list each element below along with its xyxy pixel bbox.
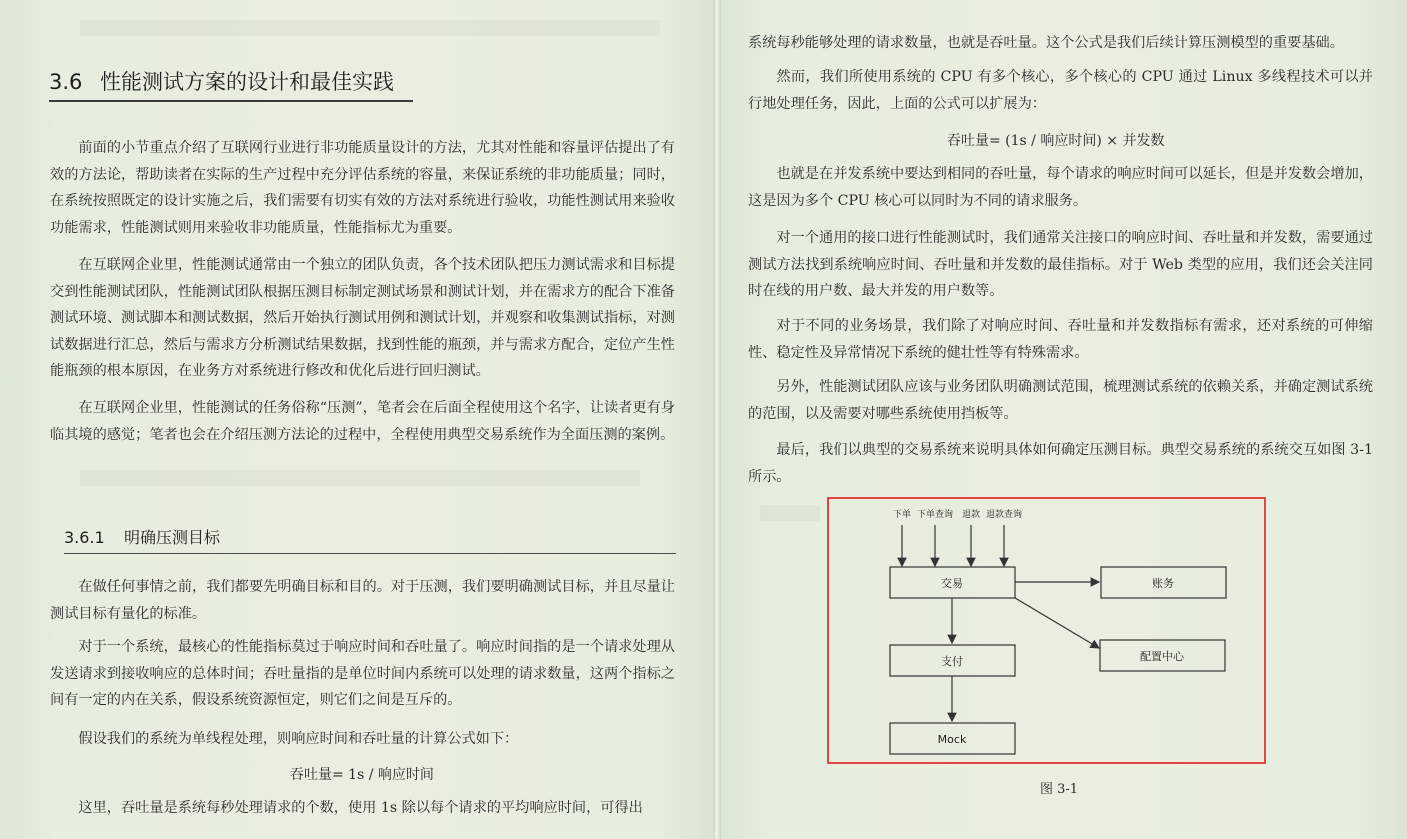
paragraph: 对一个通用的接口进行性能测试时，我们通常关注接口的响应时间、吞吐量和并发数，需要通过测试方法找到系统响应时间、吞吐量和并发数的最佳指标。对于 Web 类型的应用，我们还会关注同时在线的用户数、最大并发的用户数等。	[748, 230, 1373, 299]
paragraph: 假设我们的系统为单线程处理，则响应时间和吞吐量的计算公式如下：	[78, 731, 519, 747]
arrow-trade-to-config	[1015, 598, 1099, 648]
figure-caption: 图 3-1	[1040, 782, 1079, 797]
section-number: 3.6	[49, 70, 83, 94]
paragraph: 在做任何事情之前，我们都要先明确目标和目的。对于压测，我们要明确测试目标，并且尽量让测试目标有量化的标准。	[50, 579, 675, 622]
book-gutter	[713, 0, 721, 839]
section-heading	[49, 66, 413, 102]
pay-box-label: 支付	[941, 655, 963, 668]
paragraph: 系统每秒能够处理的请求数量，也就是吞吐量。这个公式是我们后续计算压测模型的重要基础。	[748, 35, 1344, 51]
paragraph: 对于不同的业务场景，我们除了对响应时间、吞吐量和并发数指标有需求，还对系统的可伸缩性、稳定性及异常情况下系统的健壮性等有特殊需求。	[748, 318, 1373, 361]
input-label-refund: 退款	[961, 510, 981, 520]
mock-box-label: Mock	[937, 733, 967, 746]
config-center-box-label: 配置中心	[1140, 650, 1184, 663]
paragraph: 前面的小节重点介绍了互联网行业进行非功能质量设计的方法，尤其对性能和容量评估提出了有效的方法论，帮助读者在实际的生产过程中充分评估系统的容量，来保证系统的非功能质量；同时，在系统按照既定的设计实施之后，我们需要有切实有效的方法对系统进行验收，功能性测试用来验收功能需求，性能测试则用来验收非功能质量，性能指标尤为重要。	[50, 140, 675, 236]
account-box-label: 账务	[1152, 577, 1174, 590]
subsection-number: 3.6.1	[64, 528, 105, 547]
paragraph: 在互联网企业里，性能测试通常由一个独立的团队负责，各个技术团队把压力测试需求和目标提交到性能测试团队，性能测试团队根据压测目标制定测试场景和测试计划，并在需求方的配合下准备测试环境、测试脚本和测试数据，然后开始执行测试用例和测试计划，并观察和收集测试指标，对测试数据进行汇总，然后与需求方分析测试结果数据，找到性能的瓶颈，并与需求方配合，定位产生性能瓶颈的根本原因，在业务方对系统进行修改和优化后进行回归测试。	[50, 257, 675, 379]
input-label-refund-query: 退款查询	[985, 510, 1023, 520]
section-title: 性能测试方案的设计和最佳实践	[100, 70, 394, 94]
paragraph: 也就是在并发系统中要达到相同的吞吐量，每个请求的响应时间可以延长，但是并发数会增加，这是因为多个 CPU 核心可以同时为不同的请求服务。	[748, 166, 1373, 209]
paragraph: 另外，性能测试团队应该与业务团队明确测试范围，梳理测试系统的依赖关系，并确定测试系统的范围，以及需要对哪些系统使用挡板等。	[748, 379, 1373, 422]
trade-box-label: 交易	[941, 577, 963, 590]
paragraph: 最后，我们以典型的交易系统来说明具体如何确定压测目标。典型交易系统的系统交互如图 3-1 所示。	[748, 442, 1373, 485]
figure-highlight-frame	[827, 497, 1266, 764]
subsection-heading	[64, 525, 676, 554]
paragraph: 对于一个系统，最核心的性能指标莫过于响应时间和吞吐量了。响应时间指的是一个请求处理从发送请求到接收响应的总体时间；吞吐量指的是单位时间内系统可以处理的请求数量，这两个指标之间有一定的内在关系，假设系统资源恒定，则它们之间是互斥的。	[50, 639, 675, 708]
paragraph: 在互联网企业里，性能测试的任务俗称“压测”，笔者会在后面全程使用这个名字，让读者更有身临其境的感觉；笔者也会在介绍压测方法论的过程中，全程使用典型交易系统作为全面压测的案例。	[50, 400, 675, 443]
paragraph: 然而，我们所使用系统的 CPU 有多个核心，多个核心的 CPU 通过 Linux 多线程技术可以并行地处理任务，因此，上面的公式可以扩展为：	[748, 69, 1373, 112]
formula-throughput-concurrency: 吞吐量= (1s / 响应时间) × 并发数	[947, 133, 1165, 149]
formula-throughput: 吞吐量= 1s / 响应时间	[290, 767, 434, 783]
system-interaction-diagram	[829, 499, 1264, 762]
paragraph: 这里，吞吐量是系统每秒处理请求的个数，使用 1s 除以每个请求的平均响应时间，可得出	[78, 800, 643, 816]
bleed-through-text	[760, 505, 820, 521]
bleed-through-text	[80, 470, 640, 486]
input-label-order: 下单	[892, 510, 912, 520]
subsection-title: 明确压测目标	[124, 528, 221, 547]
bleed-through-text	[80, 20, 660, 36]
input-label-order-query: 下单查询	[916, 510, 954, 520]
